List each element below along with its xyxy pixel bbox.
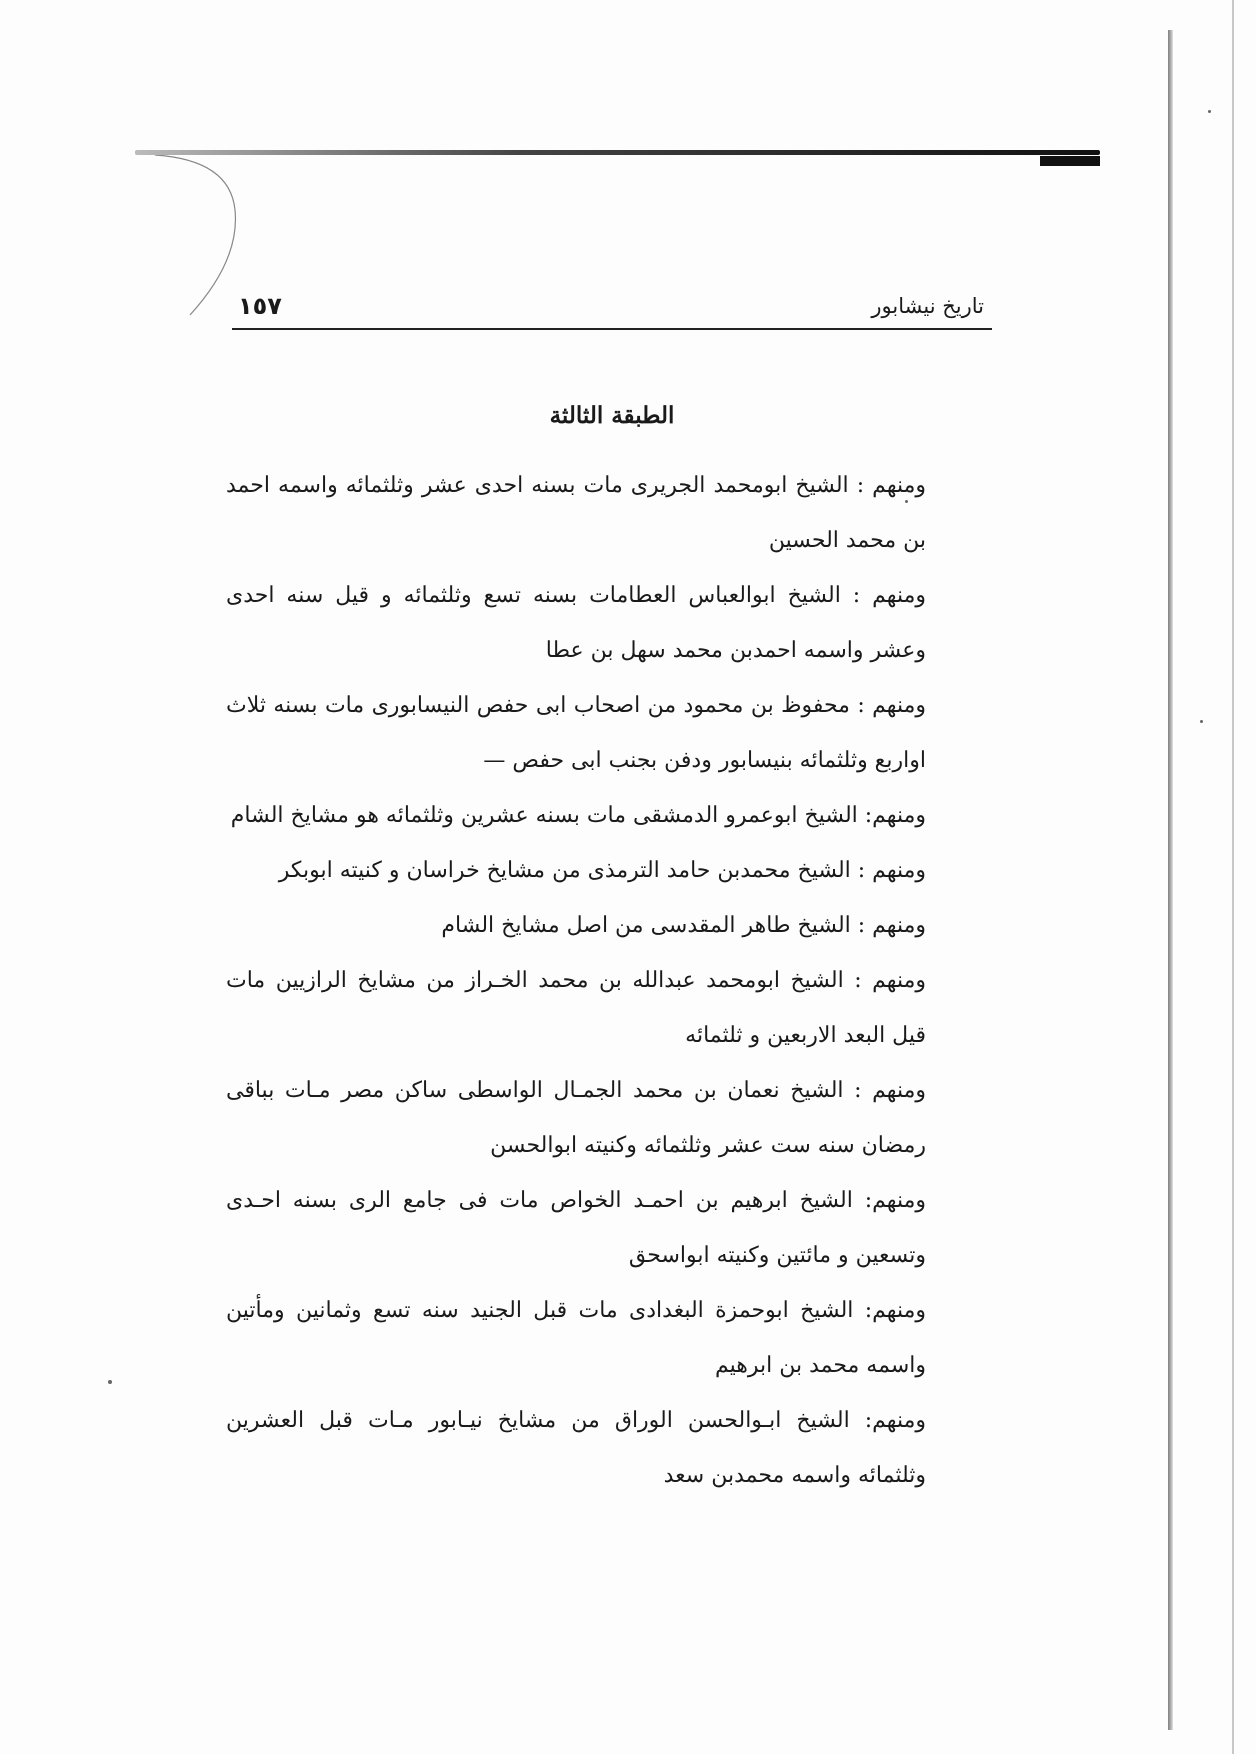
entry-11: ومنهم: الشيخ ابـوالحسن الوراق من مشايخ نيـابور مـات قبل العشرين وثلثمائه واسمه محمدبن سعد [226,1408,926,1488]
top-rule [135,150,1100,155]
page-header [232,292,992,330]
entry-9: ومنهم: الشيخ ابرهيم بن احمـد الخواص مات فی جامع الری بسنه احـدی وتسعين و مائتين وكنيته ابواسحق [226,1188,926,1268]
body-text [226,458,962,1503]
running-title: تاریخ نیشابور [871,294,984,318]
entry-1: ومنهم : الشيخ ابومحمد الجريری مات بسنه احدی عشر وثلثمائه واسمه احمد بن محمد الحسين [226,473,926,553]
section-title: الطبقة الثالثة [549,402,675,429]
top-rule-end [1040,156,1100,166]
entry-8: ومنهم : الشيخ نعمان بن محمد الجمـال الواسطی ساكن مصر مـات بباقی رمضان سنه ست عشر وثلثمائه وكنيته ابوالحسن [226,1078,926,1158]
scan-speck [905,500,908,503]
scan-speck [108,1380,112,1384]
scan-speck [1208,110,1211,113]
binding-edge [1168,30,1173,1730]
entry-10: ومنهم: الشيخ ابوحمزة البغدادی مات قبل الجنيد سنه تسع وثمانين ومأتين واسمه محمد بن ابرهيم [226,1298,926,1378]
scan-edge [1232,0,1234,1754]
scan-speck [1200,720,1203,723]
entry-3: ومنهم : محفوظ بن محمود من اصحاب ابی حفص النيسابوری مات بسنه ثلاث اواربع وثلثمائه بنيسابور ودفن بجنب ابی حفص — [226,693,926,773]
page-number: ١٥٧ [238,292,282,320]
entry-4: ومنهم: الشيخ ابوعمرو الدمشقی مات بسنه عشرين وثلثمائه هو مشايخ الشام [230,803,926,828]
entry-6: ومنهم : الشيخ طاهر المقدسی من اصل مشايخ الشام [441,913,926,938]
entry-5: ومنهم : الشيخ محمدبن حامد الترمذی من مشايخ خراسان و كنيته ابوبكر [278,858,926,883]
entry-2: ومنهم : الشيخ ابوالعباس العطامات بسنه تسع وثلثمائه و قيل سنه احدی وعشر واسمه احمدبن محمد سهل بن عطا [226,583,926,663]
entry-7: ومنهم : الشيخ ابومحمد عبدالله بن محمد الخـراز من مشايخ الرازيين مات قيل البعد الاربعين و ثلثمائه [226,968,926,1048]
